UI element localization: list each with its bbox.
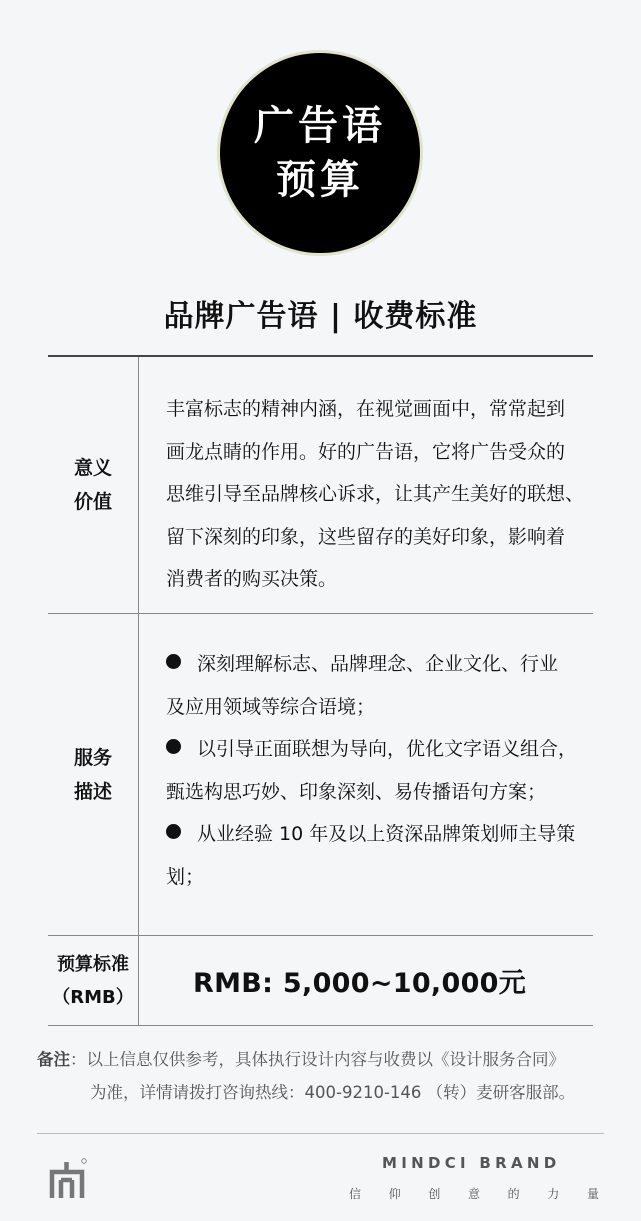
- row-content: [139, 614, 593, 935]
- row-label-line: 价值: [73, 491, 112, 513]
- table-row-service: [48, 614, 593, 936]
- title-badge: [220, 53, 420, 253]
- bullet-text: 从业经验 10 年及以上资深品牌策划师主导策: [197, 823, 576, 845]
- bullet-text: 深刻理解标志、品牌理念、企业文化、行业: [197, 653, 559, 675]
- bullet-dot-icon: [166, 654, 181, 669]
- note-label: 备注: [37, 1050, 70, 1069]
- slogan-char: 量: [586, 1187, 599, 1201]
- text-line: 留下深刻的印象，这些留存的美好印象，影响着: [166, 525, 566, 548]
- note-text-line-1: ：以上信息仅供参考，具体执行设计内容与收费以《设计服务合同》: [70, 1050, 565, 1069]
- footer-divider: [37, 1133, 604, 1134]
- text-line: 画龙点睛的作用。好的广告语，它将广告受众的: [166, 440, 566, 463]
- price-range: RMB: 5,000~10,000元: [193, 968, 527, 999]
- bullet-line: [166, 728, 593, 771]
- text-line: 思维引导至品牌核心诉求，让其产生美好的联想、: [166, 483, 585, 505]
- bullet-line: [166, 813, 593, 856]
- bullet-dot-icon: [166, 739, 181, 754]
- row-label-line: （RMB）: [52, 986, 134, 1008]
- table-row-value: [48, 355, 593, 614]
- row-label: [48, 614, 139, 935]
- badge-line-2: 预算: [276, 157, 364, 203]
- badge-line-1: 广告语: [254, 103, 386, 149]
- text-line: 消费者的购买决策。: [166, 568, 338, 590]
- slogan-char: 意: [467, 1187, 480, 1201]
- bullet-dot-icon: [166, 824, 181, 839]
- row-label: [48, 357, 139, 613]
- text-line: 甄选构思巧妙、印象深刻、易传播语句方案；: [166, 780, 547, 803]
- note-text-line-2: 为准，详情请拨打咨询热线：400-9210-146 （转）麦研客服部。: [90, 1083, 576, 1102]
- table-row-budget: [48, 936, 593, 1026]
- text-line: 丰富标志的精神内涵，在视觉画面中，常常起到: [166, 398, 566, 420]
- slogan-char: 力: [547, 1187, 560, 1201]
- mindci-logo-icon: [48, 1156, 88, 1200]
- footnote: [37, 1043, 607, 1109]
- row-content: [139, 357, 593, 613]
- slogan-char: 创: [428, 1187, 441, 1201]
- bullet-line: [166, 643, 593, 686]
- slogan-char: 的: [507, 1187, 520, 1201]
- row-label-line: 描述: [73, 780, 112, 803]
- row-label: [48, 936, 139, 1025]
- brand-slogan: [349, 1185, 599, 1202]
- bullet-text: 以引导正面联想为导向，优化文字语义组合，: [197, 738, 578, 760]
- brand-name: MINDCI BRAND: [382, 1154, 561, 1172]
- row-label-line: 意义: [73, 457, 112, 479]
- text-line: 及应用领域等综合语境；: [166, 695, 376, 718]
- text-line: 划；: [166, 865, 205, 888]
- pricing-table: [48, 355, 593, 1026]
- page-title: 品牌广告语 | 收费标准: [163, 299, 478, 334]
- slogan-char: 仰: [388, 1187, 401, 1201]
- slogan-char: 信: [349, 1187, 362, 1201]
- row-label-line: 服务: [73, 746, 112, 769]
- row-label-line: 预算标准: [57, 953, 129, 975]
